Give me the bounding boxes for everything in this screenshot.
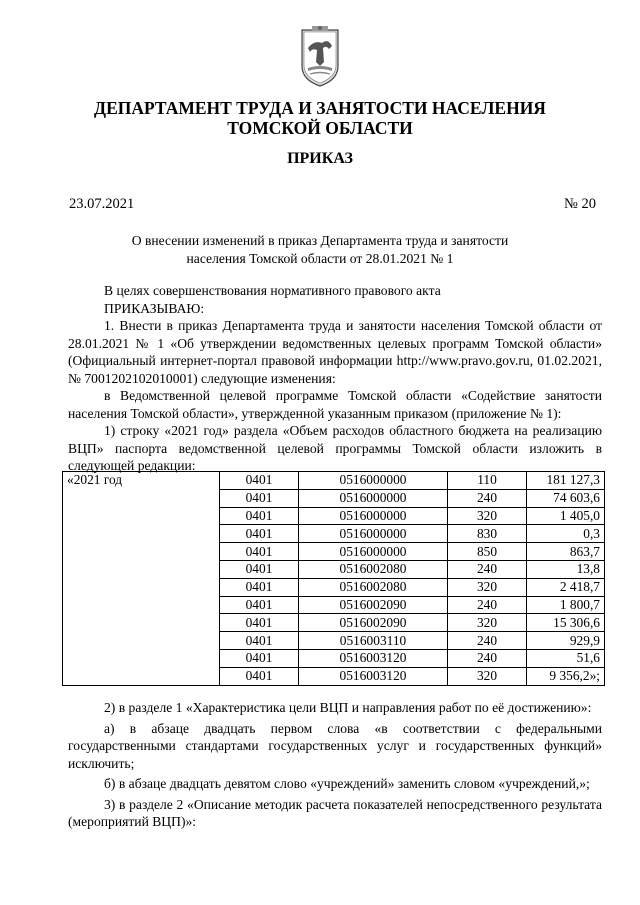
cell-expense-type-code: 320 xyxy=(448,507,527,525)
cell-expense-type-code: 240 xyxy=(448,560,527,578)
cell-target-article-code: 0516000000 xyxy=(299,543,448,561)
cell-expense-type-code: 320 xyxy=(448,578,527,596)
cell-amount: 2 418,7 xyxy=(527,578,605,596)
cell-amount: 0,3 xyxy=(527,525,605,543)
paragraph-6: б) в абзаце двадцать девятом слово «учреждений» заменить словом «учреждений,»; xyxy=(104,776,590,791)
cell-target-article-code: 0516000000 xyxy=(299,489,448,507)
order-date: 23.07.2021 xyxy=(69,196,135,212)
cell-section-code: 0401 xyxy=(220,649,299,667)
cell-expense-type-code: 850 xyxy=(448,543,527,561)
department-name-line1: ДЕПАРТАМЕНТ ТРУДА И ЗАНЯТОСТИ НАСЕЛЕНИЯ xyxy=(94,98,546,118)
cell-expense-type-code: 830 xyxy=(448,525,527,543)
cell-section-code: 0401 xyxy=(220,525,299,543)
paragraph-1: 1. Внести в приказ Департамента труда и занятости населения Томской области от 28.01.2021 № 1 «Об утверждении ведомственных целевых программ Томской области» (Официальный интернет-портал правовой информации http://www.pravo.gov.ru, 01.02.2021, № 7001202102010001) следующие изменения: xyxy=(68,318,602,386)
cell-section-code: 0401 xyxy=(220,472,299,490)
intro-paragraph: В целях совершенствования нормативного правового акта xyxy=(104,283,441,298)
cell-expense-type-code: 240 xyxy=(448,632,527,650)
cell-section-code: 0401 xyxy=(220,667,299,685)
cell-target-article-code: 0516003110 xyxy=(299,632,448,650)
order-subject xyxy=(0,232,640,268)
cell-expense-type-code: 240 xyxy=(448,596,527,614)
cell-amount: 15 306,6 xyxy=(527,614,605,632)
paragraph-2: в Ведомственной целевой программе Томской области «Содействие занятости населения Томской области», утвержденной указанным приказом (приложение № 1): xyxy=(68,388,602,421)
cell-target-article-code: 0516003120 xyxy=(299,649,448,667)
table-row xyxy=(63,472,605,490)
paragraph-4: 2) в разделе 1 «Характеристика цели ВЦП и направления работ по её достижению»: xyxy=(104,700,592,715)
order-body xyxy=(68,282,602,475)
cell-amount: 9 356,2»; xyxy=(527,667,605,685)
cell-target-article-code: 0516000000 xyxy=(299,507,448,525)
cell-target-article-code: 0516000000 xyxy=(299,525,448,543)
cell-target-article-code: 0516002090 xyxy=(299,614,448,632)
cell-section-code: 0401 xyxy=(220,560,299,578)
paragraph-5: а) в абзаце двадцать первом слова «в соответствии с федеральными государственными стандартами государственных услуг и государственных функций» исключить; xyxy=(68,720,602,771)
cell-section-code: 0401 xyxy=(220,507,299,525)
paragraph-3: 1) строку «2021 год» раздела «Объем расходов областного бюджета на реализацию ВЦП» паспорта ведомственной целевой программы Томской области изложить в следующей редакции: xyxy=(68,423,602,473)
cell-target-article-code: 0516002080 xyxy=(299,578,448,596)
cell-section-code: 0401 xyxy=(220,614,299,632)
cell-section-code: 0401 xyxy=(220,578,299,596)
cell-expense-type-code: 320 xyxy=(448,614,527,632)
subject-line1: О внесении изменений в приказ Департамента труда и занятости xyxy=(131,233,509,248)
table-year-label: «2021 год xyxy=(63,472,220,686)
cell-amount: 181 127,3 xyxy=(527,472,605,490)
cell-expense-type-code: 110 xyxy=(448,472,527,490)
coat-of-arms-icon xyxy=(298,26,342,88)
cell-section-code: 0401 xyxy=(220,543,299,561)
paragraph-7: 3) в разделе 2 «Описание методик расчета показателей непосредственного результата (мероприятий ВЦП)»: xyxy=(68,796,602,829)
cell-amount: 51,6 xyxy=(527,649,605,667)
cell-section-code: 0401 xyxy=(220,596,299,614)
cell-target-article-code: 0516002090 xyxy=(299,596,448,614)
department-name-line2: ТОМСКОЙ ОБЛАСТИ xyxy=(227,118,413,138)
subject-line2: населения Томской области от 28.01.2021 № 1 xyxy=(186,251,454,266)
cell-expense-type-code: 240 xyxy=(448,489,527,507)
cell-expense-type-code: 320 xyxy=(448,667,527,685)
cell-section-code: 0401 xyxy=(220,489,299,507)
cell-target-article-code: 0516000000 xyxy=(299,472,448,490)
cell-amount: 13,8 xyxy=(527,560,605,578)
cell-target-article-code: 0516003120 xyxy=(299,667,448,685)
cell-amount: 74 603,6 xyxy=(527,489,605,507)
budget-table xyxy=(62,471,605,686)
order-word: ПРИКАЗЫВАЮ: xyxy=(104,300,205,316)
order-body-continued xyxy=(68,699,602,831)
document-type: ПРИКАЗ xyxy=(287,150,353,167)
cell-expense-type-code: 240 xyxy=(448,649,527,667)
cell-amount: 1 800,7 xyxy=(527,596,605,614)
cell-amount: 929,9 xyxy=(527,632,605,650)
cell-section-code: 0401 xyxy=(220,632,299,650)
cell-amount: 1 405,0 xyxy=(527,507,605,525)
cell-amount: 863,7 xyxy=(527,543,605,561)
cell-target-article-code: 0516002080 xyxy=(299,560,448,578)
order-number: № 20 xyxy=(564,196,596,212)
